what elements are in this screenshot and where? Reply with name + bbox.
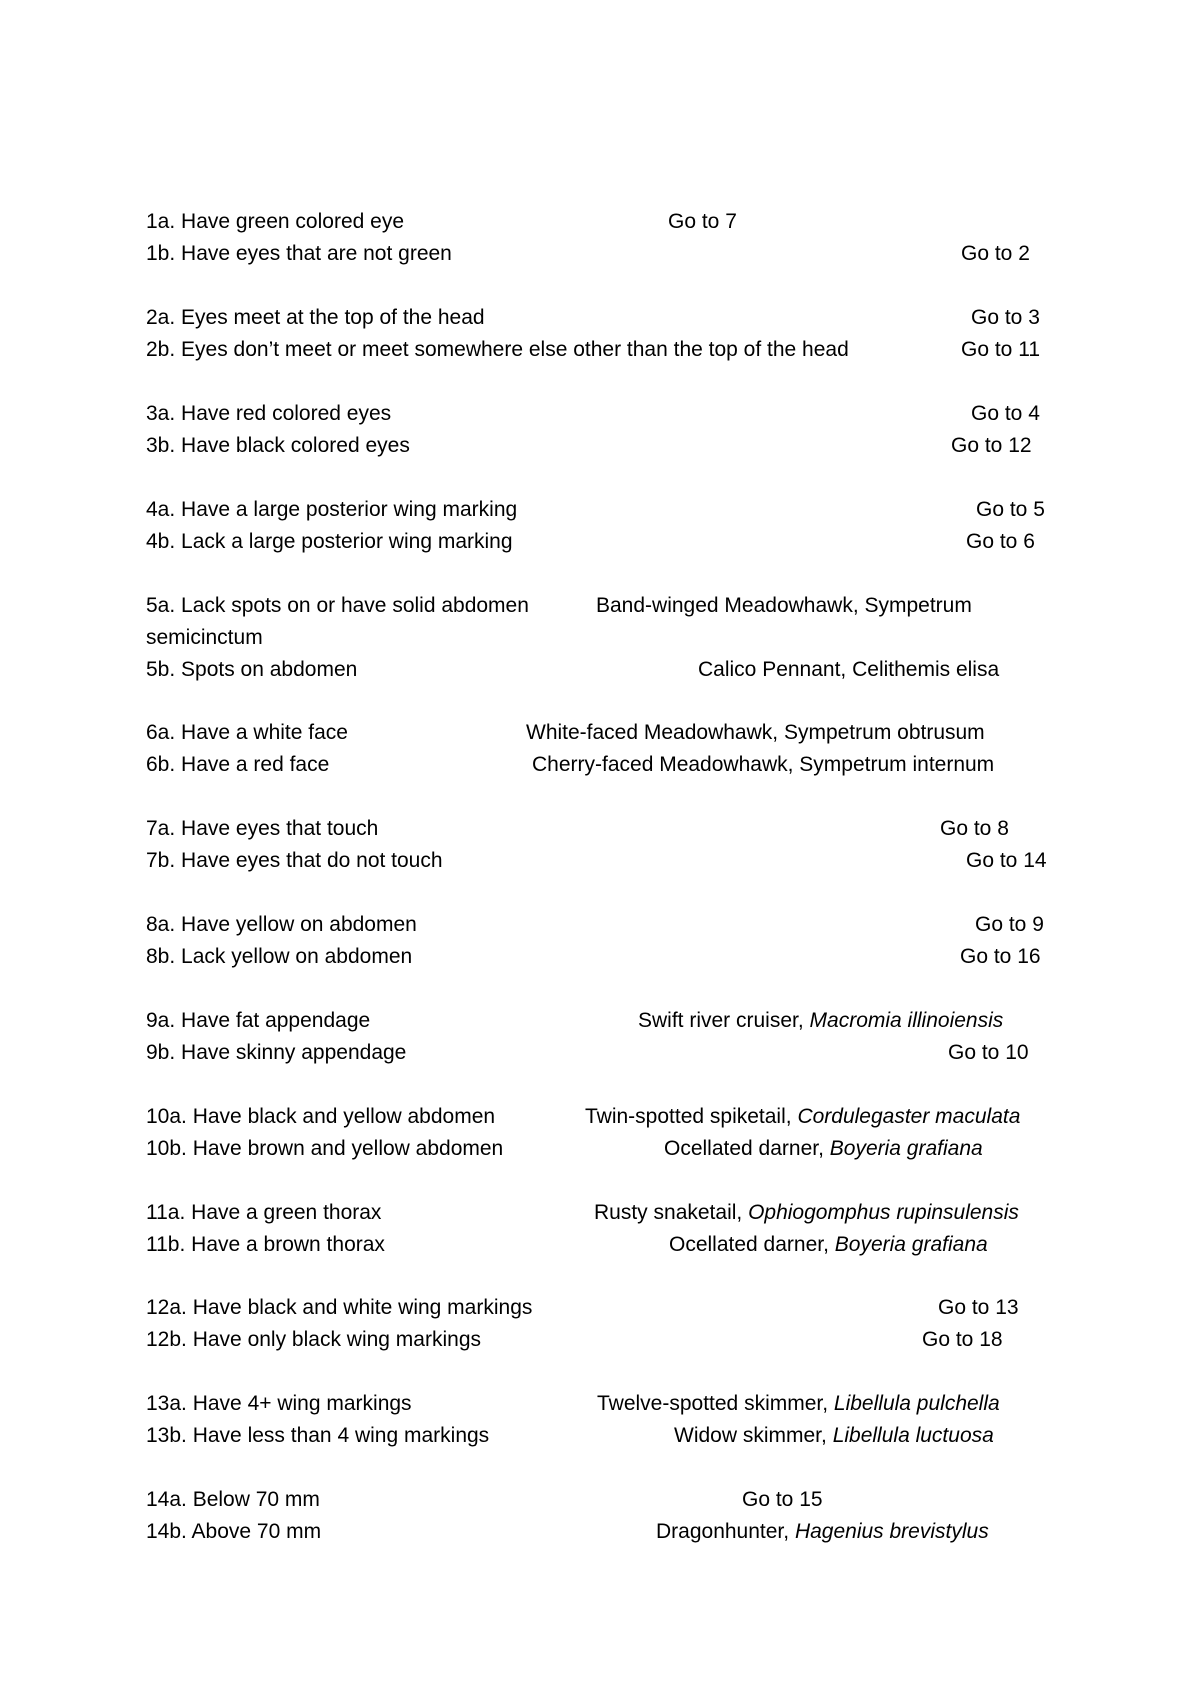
key-couplet-13b-text: 13b. Have less than 4 wing markings [146, 1424, 490, 1447]
key-couplet-5a-text: 5a. Lack spots on or have solid abdomen [146, 594, 529, 617]
key-couplet-13a-result [597, 1388, 1000, 1420]
key-couplet-14b-result [656, 1516, 989, 1548]
key-couplet-10a-text: 10a. Have black and yellow abdomen [146, 1105, 496, 1128]
scientific-name: Libellula pulchella [833, 1392, 1000, 1415]
common-name: Rusty snaketail, [594, 1201, 749, 1224]
key-couplet-6a-text: 6a. Have a white face [146, 721, 348, 744]
scientific-name: Boyeria grafiana [834, 1233, 988, 1256]
key-couplet-3a-result: Go to 4 [971, 402, 1040, 425]
key-couplet-2b-result: Go to 11 [961, 338, 1040, 361]
key-couplet-9b-result: Go to 10 [948, 1041, 1029, 1064]
key-couplet-3b-text: 3b. Have black colored eyes [146, 434, 410, 457]
key-couplet-7a-text: 7a. Have eyes that touch [146, 817, 379, 840]
key-couplet-12a-result: Go to 13 [938, 1296, 1019, 1319]
key-couplet-11b-text: 11b. Have a brown thorax [146, 1233, 385, 1256]
key-couplet-11a-text: 11a. Have a green thorax [146, 1201, 382, 1224]
common-name: Dragonhunter, [656, 1520, 795, 1543]
key-couplet-8a-text: 8a. Have yellow on abdomen [146, 913, 417, 936]
key-couplet-9a-result [638, 1005, 1003, 1037]
key-couplet-12b-text: 12b. Have only black wing markings [146, 1328, 481, 1351]
key-couplet-10b-text: 10b. Have brown and yellow abdomen [146, 1137, 504, 1160]
key-couplet-4b-result: Go to 6 [966, 530, 1035, 553]
key-couplet-10b-result [664, 1133, 983, 1165]
key-couplet-6a-result: White-faced Meadowhawk, Sympetrum obtrusum [526, 721, 985, 744]
key-couplet-2b-text: 2b. Eyes don’t meet or meet somewhere else other than the top of the head [146, 338, 849, 361]
common-name: Twin-spotted spiketail, [585, 1105, 798, 1128]
key-couplet-7a-result: Go to 8 [940, 817, 1009, 840]
key-couplet-12b-result: Go to 18 [922, 1328, 1003, 1351]
common-name: Swift river cruiser, [638, 1009, 810, 1032]
key-couplet-1a-result: Go to 7 [668, 210, 737, 233]
key-couplet-6b-result: Cherry-faced Meadowhawk, Sympetrum internum [532, 753, 995, 776]
key-couplet-14a-text: 14a. Below 70 mm [146, 1488, 320, 1511]
key-couplet-3b-result: Go to 12 [951, 434, 1032, 457]
common-name: Ocellated darner, [669, 1233, 835, 1256]
key-couplet-5b-text: 5b. Spots on abdomen [146, 658, 358, 681]
key-couplet-8a-result: Go to 9 [975, 913, 1044, 936]
scientific-name: Hagenius brevistylus [794, 1520, 989, 1543]
key-couplet-7b-text: 7b. Have eyes that do not touch [146, 849, 443, 872]
key-couplet-5b-result: Calico Pennant, Celithemis elisa [698, 658, 1000, 681]
key-couplet-5a-result: Band-winged Meadowhawk, Sympetrum [596, 594, 972, 617]
key-couplet-1b-text: 1b. Have eyes that are not green [146, 242, 452, 265]
key-couplet-4b-text: 4b. Lack a large posterior wing marking [146, 530, 513, 553]
common-name: Widow skimmer, [674, 1424, 833, 1447]
key-couplet-8b-result: Go to 16 [960, 945, 1041, 968]
common-name: Twelve-spotted skimmer, [597, 1392, 834, 1415]
scientific-name: Boyeria grafiana [829, 1137, 983, 1160]
key-couplet-5a-result-continued: semicinctum [146, 626, 263, 649]
key-couplet-9a-text: 9a. Have fat appendage [146, 1009, 371, 1032]
key-couplet-11a-result [594, 1197, 1019, 1229]
key-couplet-1a-text: 1a. Have green colored eye [146, 210, 404, 233]
common-name: Ocellated darner, [664, 1137, 830, 1160]
key-couplet-3a-text: 3a. Have red colored eyes [146, 402, 392, 425]
key-couplet-10a-result [585, 1101, 1020, 1133]
key-couplet-14a-result: Go to 15 [742, 1488, 823, 1511]
key-couplet-14b-text: 14b. Above 70 mm [146, 1520, 322, 1543]
key-couplet-6b-text: 6b. Have a red face [146, 753, 330, 776]
key-couplet-7b-result: Go to 14 [966, 849, 1047, 872]
key-couplet-2a-result: Go to 3 [971, 306, 1040, 329]
key-couplet-4a-text: 4a. Have a large posterior wing marking [146, 498, 518, 521]
key-couplet-13b-result [674, 1420, 994, 1452]
scientific-name: Macromia illinoiensis [809, 1009, 1004, 1032]
key-couplet-12a-text: 12a. Have black and white wing markings [146, 1296, 533, 1319]
key-couplet-1b-result: Go to 2 [961, 242, 1030, 265]
scientific-name: Ophiogomphus rupinsulensis [748, 1201, 1019, 1224]
key-couplet-8b-text: 8b. Lack yellow on abdomen [146, 945, 413, 968]
key-couplet-4a-result: Go to 5 [976, 498, 1045, 521]
key-couplet-11b-result [669, 1229, 988, 1261]
key-couplet-9b-text: 9b. Have skinny appendage [146, 1041, 407, 1064]
scientific-name: Libellula luctuosa [832, 1424, 994, 1447]
key-couplet-2a-text: 2a. Eyes meet at the top of the head [146, 306, 485, 329]
key-couplet-13a-text: 13a. Have 4+ wing markings [146, 1392, 412, 1415]
scientific-name: Cordulegaster maculata [797, 1105, 1021, 1128]
